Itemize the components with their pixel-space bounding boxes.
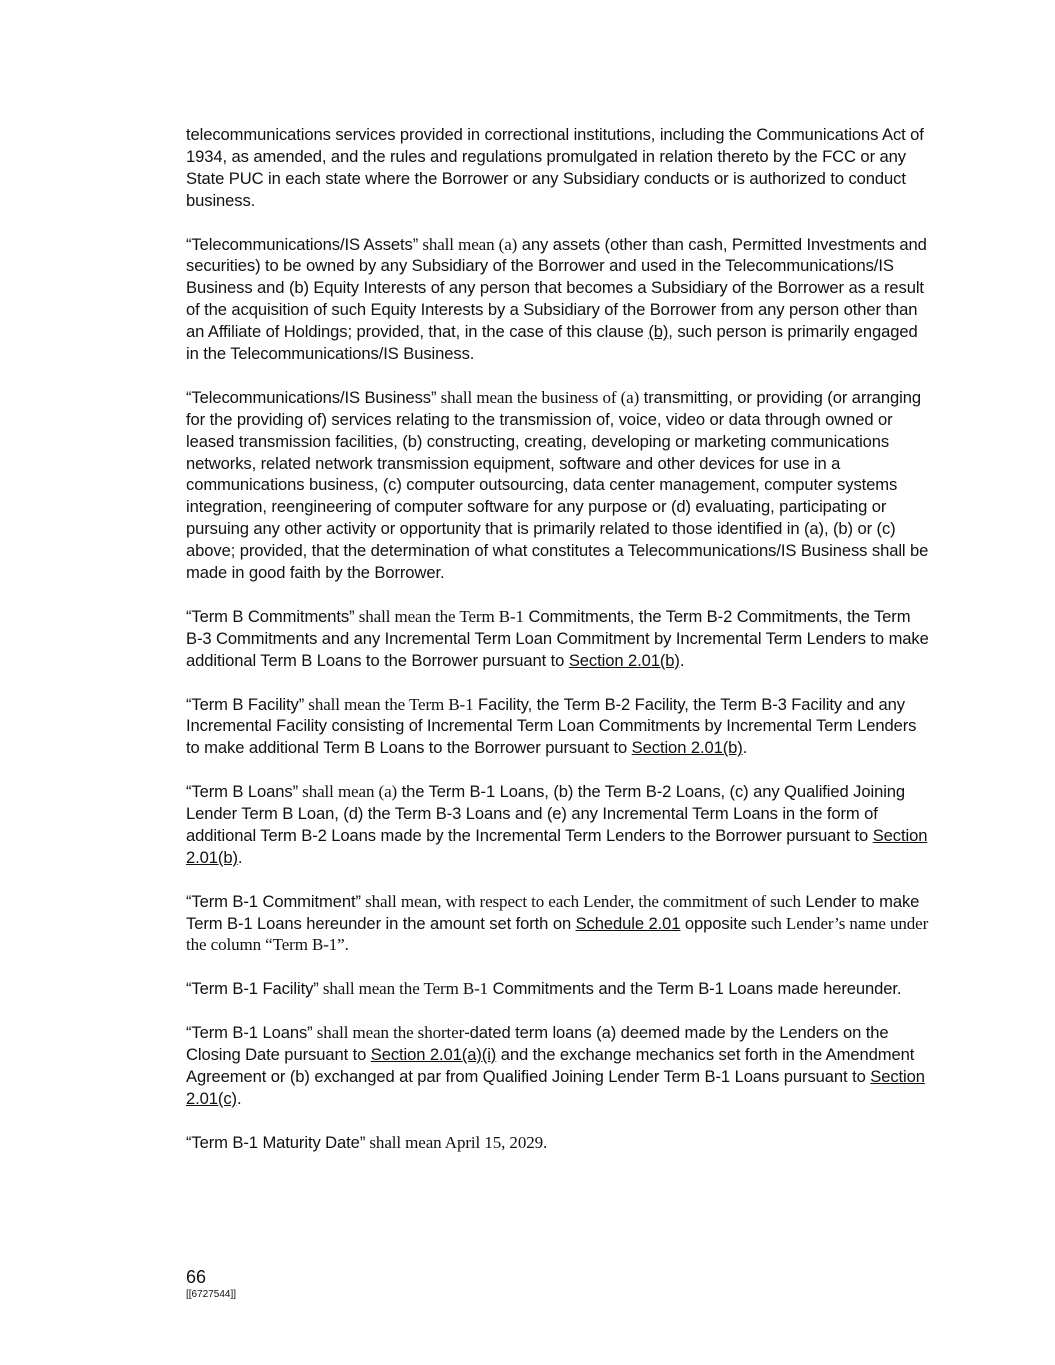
defined-term: “Term B-1 Facility” (186, 979, 319, 999)
definition-tail: . (237, 847, 243, 867)
defined-term: “Term B-1 Commitment” (186, 891, 361, 911)
paragraph-continuation (186, 124, 931, 212)
section-reference: Section 2.01(b) (186, 825, 928, 867)
definition-body: Commitments and the Term B-1 Loans made hereunder. (488, 979, 902, 999)
definition-tail: . (236, 1088, 242, 1108)
defined-term: “Telecommunications/IS Business” (186, 387, 437, 407)
definition-lead: shall mean the Term B-1 (318, 979, 489, 999)
defined-term: “Term B-1 Maturity Date” (186, 1132, 366, 1152)
definition-tail: . (679, 650, 685, 670)
definition-body: any assets (other than cash, Permitted Investments and securities) to be owned by any Subsidiary of the Borrower and used in the Telecommunications/IS Business and (b) Equity Interests of any person that becomes a Subsidiary of the Borrower as a result of the acquisition of such Equity Interests by a Subsidiary of the Borrower from any person other than an Affiliate of Holdings; provided, that, in the case of this clause (186, 234, 927, 342)
defined-term: “Term B Facility” (186, 694, 305, 714)
definition-lead: shall mean (a) (418, 234, 518, 254)
definition-lead: shall mean April 15, 2029. (365, 1132, 548, 1152)
schedule-reference: Schedule 2.01 (575, 913, 681, 933)
definition-lead: shall mean, with respect to each Lender, the commitment of such (360, 891, 801, 911)
section-reference: Section 2.01(b) (631, 738, 743, 758)
definition-tail: . (742, 738, 748, 758)
definition-term-b1-facility (186, 978, 931, 1000)
defined-term: “Term B Commitments” (186, 606, 355, 626)
defined-term: “Telecommunications/IS Assets” (186, 234, 419, 254)
definition-mid: and the exchange mechanics set forth in the Amendment Agreement or (b) exchanged at par from Qualified Joining Lender Term B-1 Loans pursuant to (186, 1044, 915, 1086)
definition-tail: , such person is primarily engaged in the Telecommunications/IS Business. (186, 322, 918, 364)
definition-body: the Term B-1 Loans, (b) the Term B-2 Loans, (c) any Qualified Joining Lender Term B Loan, (d) the Term B-3 Loans and (e) any Incremental Term Loans in the form of additional Term B-2 Loans made by the Incremental Term Lenders to the Borrower pursuant to (186, 782, 906, 845)
continuation-text: telecommunications services provided in correctional institutions, including the Communications Act of 1934, as amended, and the rules and regulations promulgated in relation thereto by the FCC or any State PUC in each state where the Borrower or any Subsidiary conducts or is authorized to conduct business. (186, 125, 924, 210)
definition-lead: shall mean the Term B-1 (354, 606, 524, 626)
definition-body: Lender to make Term B-1 Loans hereunder in the amount set forth on (186, 891, 920, 933)
definition-telecom-is-business (186, 387, 931, 584)
definition-body: Commitments, the Term B-2 Commitments, the Term B-3 Commitments and any Incremental Term Loan Commitment by Incremental Term Lenders to make additional Term B Loans to the Borrower pursuant to (186, 606, 929, 670)
defined-term: “Term B-1 Loans” (186, 1023, 313, 1043)
defined-term: “Term B Loans” (186, 782, 299, 802)
definition-body: -dated term loans (a) deemed made by the Lenders on the Closing Date pursuant to (186, 1023, 889, 1064)
definition-term-b1-commitment (186, 891, 931, 957)
definition-mid: opposite (680, 913, 747, 933)
definition-body: transmitting, or providing (or arranging for the providing of) services relating to the transmission of, voice, video or data through owned or leased transmission facilities, (b) constructing, creating, developing or marketing communications networks, related network transmission equipment, software and other devices for use in a communications business, (c) computer outsourcing, data center management, computer systems integration, reengineering of computer software for any purpose or (d) evaluating, participating or pursuing any other activity or opportunity that is primarily related to those identified in (a), (b) or (c) above; provided, that the determination of what constitutes a Telecommunications/IS Business shall be made in good faith by the Borrower. (186, 387, 929, 583)
definition-term-b-loans (186, 781, 931, 869)
clause-reference: (b) (648, 322, 669, 342)
section-reference: Section 2.01(a)(i) (370, 1044, 497, 1064)
definition-tail: such Lender’s name under the column “Term B-1”. (186, 913, 929, 955)
definition-term-b1-maturity-date (186, 1132, 931, 1154)
page-number: 66 (186, 1267, 207, 1287)
document-body (186, 124, 931, 1175)
section-reference: Section 2.01(b) (568, 650, 680, 670)
definition-lead: shall mean the Term B-1 (304, 694, 474, 714)
definition-term-b1-loans (186, 1022, 931, 1110)
definition-lead: shall mean (a) (298, 782, 398, 802)
document-id: [[6727544]] (186, 1289, 237, 1300)
section-reference-2: Section 2.01(c) (186, 1066, 925, 1108)
definition-term-b-commitments (186, 606, 931, 672)
page-footer (186, 1266, 236, 1301)
definition-telecom-is-assets (186, 234, 931, 365)
definition-lead: shall mean the shorter (312, 1023, 465, 1043)
definition-lead: shall mean the business of (a) (436, 387, 640, 407)
definition-body: Facility, the Term B-2 Facility, the Term B-3 Facility and any Incremental Facility consisting of Incremental Term Loan Commitments by Incremental Term Lenders to make additional Term B Loans to the Borrower pursuant to (186, 694, 917, 758)
definition-term-b-facility (186, 694, 931, 760)
